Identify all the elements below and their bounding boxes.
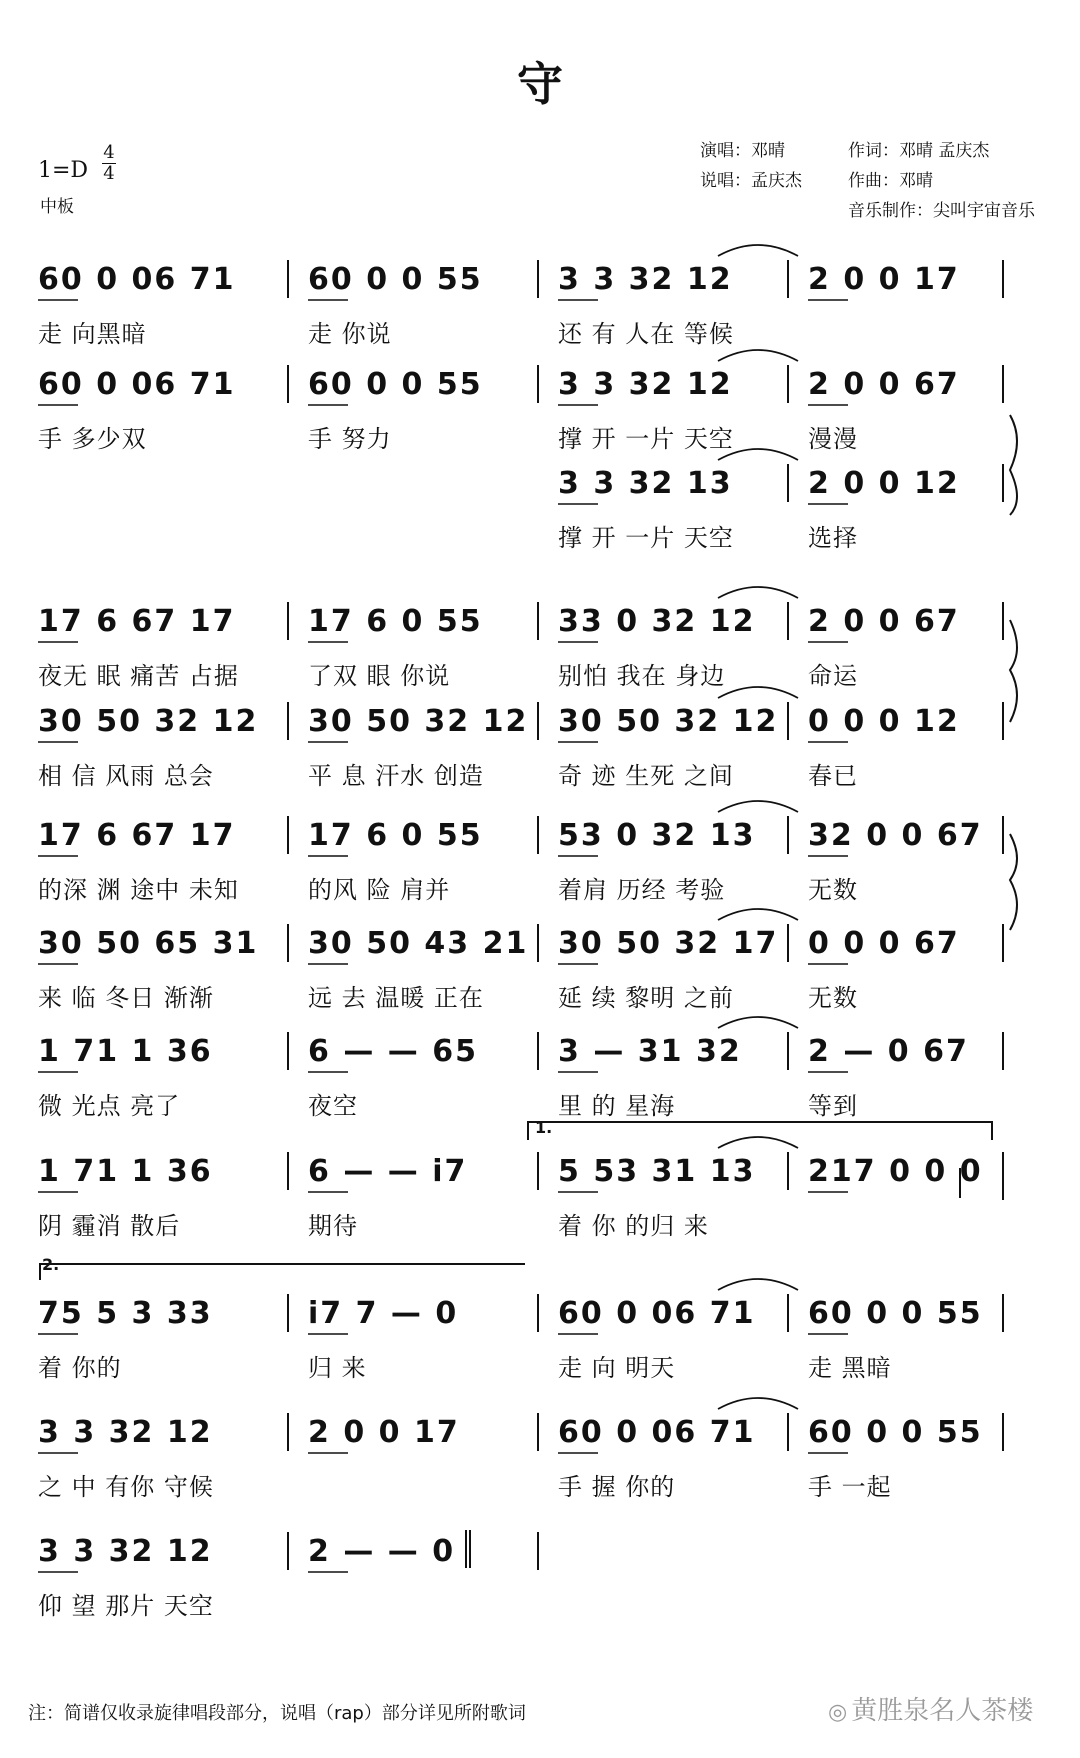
measure-lyrics: 选择 [808,524,858,552]
measure-notes: 17 6 0 55 [308,818,483,853]
measure-lyrics: 远 去 温暖 正在 [308,984,484,1012]
measure-lyrics: 延 续 黎明 之前 [558,984,734,1012]
measure-lyrics: 仰 望 那片 天空 [38,1592,214,1620]
volta-1-label: 1. [535,1118,553,1137]
measure-lyrics: 走 你说 [308,320,392,348]
time-sig-bottom: 4 [103,163,115,184]
measure-lyrics: 撑 开 一片 天空 [558,425,734,453]
credit-rap: 说唱：孟庆杰 [700,171,802,191]
measure-lyrics: 的深 渊 途中 未知 [38,876,239,904]
measure-lyrics: 走 向 明天 [558,1354,676,1382]
brace [1010,415,1017,515]
credit-lyricist: 作词：邓晴 孟庆杰 [848,141,990,161]
credit-composer: 作曲：邓晴 [848,171,933,191]
measure-notes: 33 0 32 12 [558,604,756,639]
measure-lyrics: 等到 [808,1092,858,1120]
measure-notes: 30 50 32 17 [558,926,779,961]
brace [1010,620,1017,722]
measure-lyrics: 阴 霾消 散后 [38,1212,181,1240]
measure-notes: 3 3 32 12 [558,367,733,402]
measure-lyrics: 着肩 历经 考验 [558,876,726,904]
measure-notes: 17 6 67 17 [38,604,236,639]
measure-notes: 1 71 1 36 [38,1154,213,1189]
measure-lyrics: 手 多少双 [38,425,147,453]
measure-lyrics: 漫漫 [808,425,858,453]
measure-lyrics: 手 一起 [808,1473,892,1501]
slur [718,909,798,920]
key-signature: 1=D [38,158,89,183]
measure-notes: 2 0 0 17 [808,262,960,297]
measure-notes: 3 — 31 32 [558,1034,742,1069]
measure-notes: 17 6 0 55 [308,604,483,639]
volta-2-label: 2. [42,1255,60,1274]
measure-notes: 30 50 65 31 [38,926,259,961]
slur [718,245,798,256]
measure-notes: 60 0 06 71 [558,1296,756,1331]
slur [718,587,798,598]
measure-lyrics: 里 的 星海 [558,1092,676,1120]
measure-lyrics: 命运 [808,662,858,690]
measure-notes: 60 0 0 55 [308,262,483,297]
measure-lyrics: 奇 迹 生死 之间 [558,762,734,790]
measure-lyrics: 期待 [308,1212,358,1240]
footnote: 注：简谱仅收录旋律唱段部分，说唱（rap）部分详见所附歌词 [28,1703,526,1724]
measure-lyrics: 之 中 有你 守候 [38,1473,214,1501]
slur [718,801,798,812]
measure-lyrics: 来 临 冬日 渐渐 [38,984,214,1012]
measure-notes: 3 3 32 12 [558,262,733,297]
slur [718,449,798,460]
measure-notes: 60 0 0 55 [808,1415,983,1450]
slur [718,1017,798,1028]
measure-lyrics: 走 向黑暗 [38,320,147,348]
measure-lyrics: 手 努力 [308,425,392,453]
measure-lyrics: 着 你的 [38,1354,122,1382]
measure-notes: 60 0 0 55 [808,1296,983,1331]
measure-notes: 5 53 31 13 [558,1154,756,1189]
measure-notes: 60 0 0 55 [308,367,483,402]
measure-notes: 60 0 06 71 [558,1415,756,1450]
measure-notes: 2 0 0 17 [308,1415,460,1450]
slur [718,1398,798,1409]
measure-notes: 60 0 06 71 [38,367,236,402]
measure-notes: 60 0 06 71 [38,262,236,297]
measure-lyrics: 平 息 汗水 创造 [308,762,484,790]
watermark [828,1690,1033,1727]
measure-notes: 3 3 32 12 [38,1534,213,1569]
measure-notes: 217 0 0 0 [808,1154,983,1189]
wechat-icon: ◎ [828,1700,848,1725]
measure-notes: 17 6 67 17 [38,818,236,853]
measure-notes: 2 — 0 67 [808,1034,969,1069]
measure-notes: 3 3 32 12 [38,1415,213,1450]
measure-notes: 2 0 0 67 [808,367,960,402]
song-title: 守 [517,57,563,111]
slur [718,687,798,698]
measure-lyrics: 撑 开 一片 天空 [558,524,734,552]
measure-notes: 3 3 32 13 [558,466,733,501]
measure-lyrics: 无数 [808,876,858,904]
credit-singer: 演唱：邓晴 [700,141,785,161]
measure-notes: 6 — — 65 [308,1034,478,1069]
measure-notes: 1 71 1 36 [38,1034,213,1069]
measure-lyrics: 的风 险 肩并 [308,876,451,904]
measure-notes: 0 0 0 12 [808,704,960,739]
measure-notes: 2 0 0 67 [808,604,960,639]
measure-lyrics: 了双 眼 你说 [308,662,451,690]
measure-lyrics: 手 握 你的 [558,1473,676,1501]
measure-lyrics: 无数 [808,984,858,1012]
measure-notes: i7 7 — 0 [308,1296,459,1331]
measure-lyrics: 走 黑暗 [808,1354,892,1382]
brace [1010,834,1017,930]
slur [718,1137,798,1148]
measure-lyrics: 还 有 人在 等候 [558,320,734,348]
measure-notes: 6 — — i7 [308,1154,468,1189]
slur [718,1279,798,1290]
measure-notes: 30 50 32 12 [38,704,259,739]
measure-lyrics: 归 来 [308,1354,367,1382]
measure-notes: 75 5 3 33 [38,1296,213,1331]
measure-lyrics: 着 你 的归 来 [558,1212,709,1240]
measure-lyrics: 春已 [808,762,858,790]
tempo-marking: 中板 [40,197,74,217]
volta-2-bracket [40,1264,525,1280]
measure-notes: 32 0 0 67 [808,818,983,853]
measure-lyrics: 夜无 眠 痛苦 占据 [38,662,239,690]
measure-notes: 2 0 0 12 [808,466,960,501]
measure-lyrics: 相 信 风雨 总会 [38,762,214,790]
measure-notes: 2 — — 0 [308,1534,456,1569]
measure-notes: 30 50 32 12 [308,704,529,739]
measure-lyrics: 别怕 我在 身边 [558,662,726,690]
measure-notes: 0 0 0 67 [808,926,960,961]
measure-notes: 53 0 32 13 [558,818,756,853]
measure-notes: 30 50 43 21 [308,926,529,961]
measure-lyrics: 微 光点 亮了 [38,1092,181,1120]
watermark-text: 黄胜泉名人茶楼 [851,1696,1034,1726]
measure-notes: 30 50 32 12 [558,704,779,739]
slur [718,350,798,361]
time-sig-top: 4 [103,142,115,163]
measure-lyrics: 夜空 [308,1092,358,1120]
credit-producer: 音乐制作：尖叫宇宙音乐 [848,201,1035,221]
